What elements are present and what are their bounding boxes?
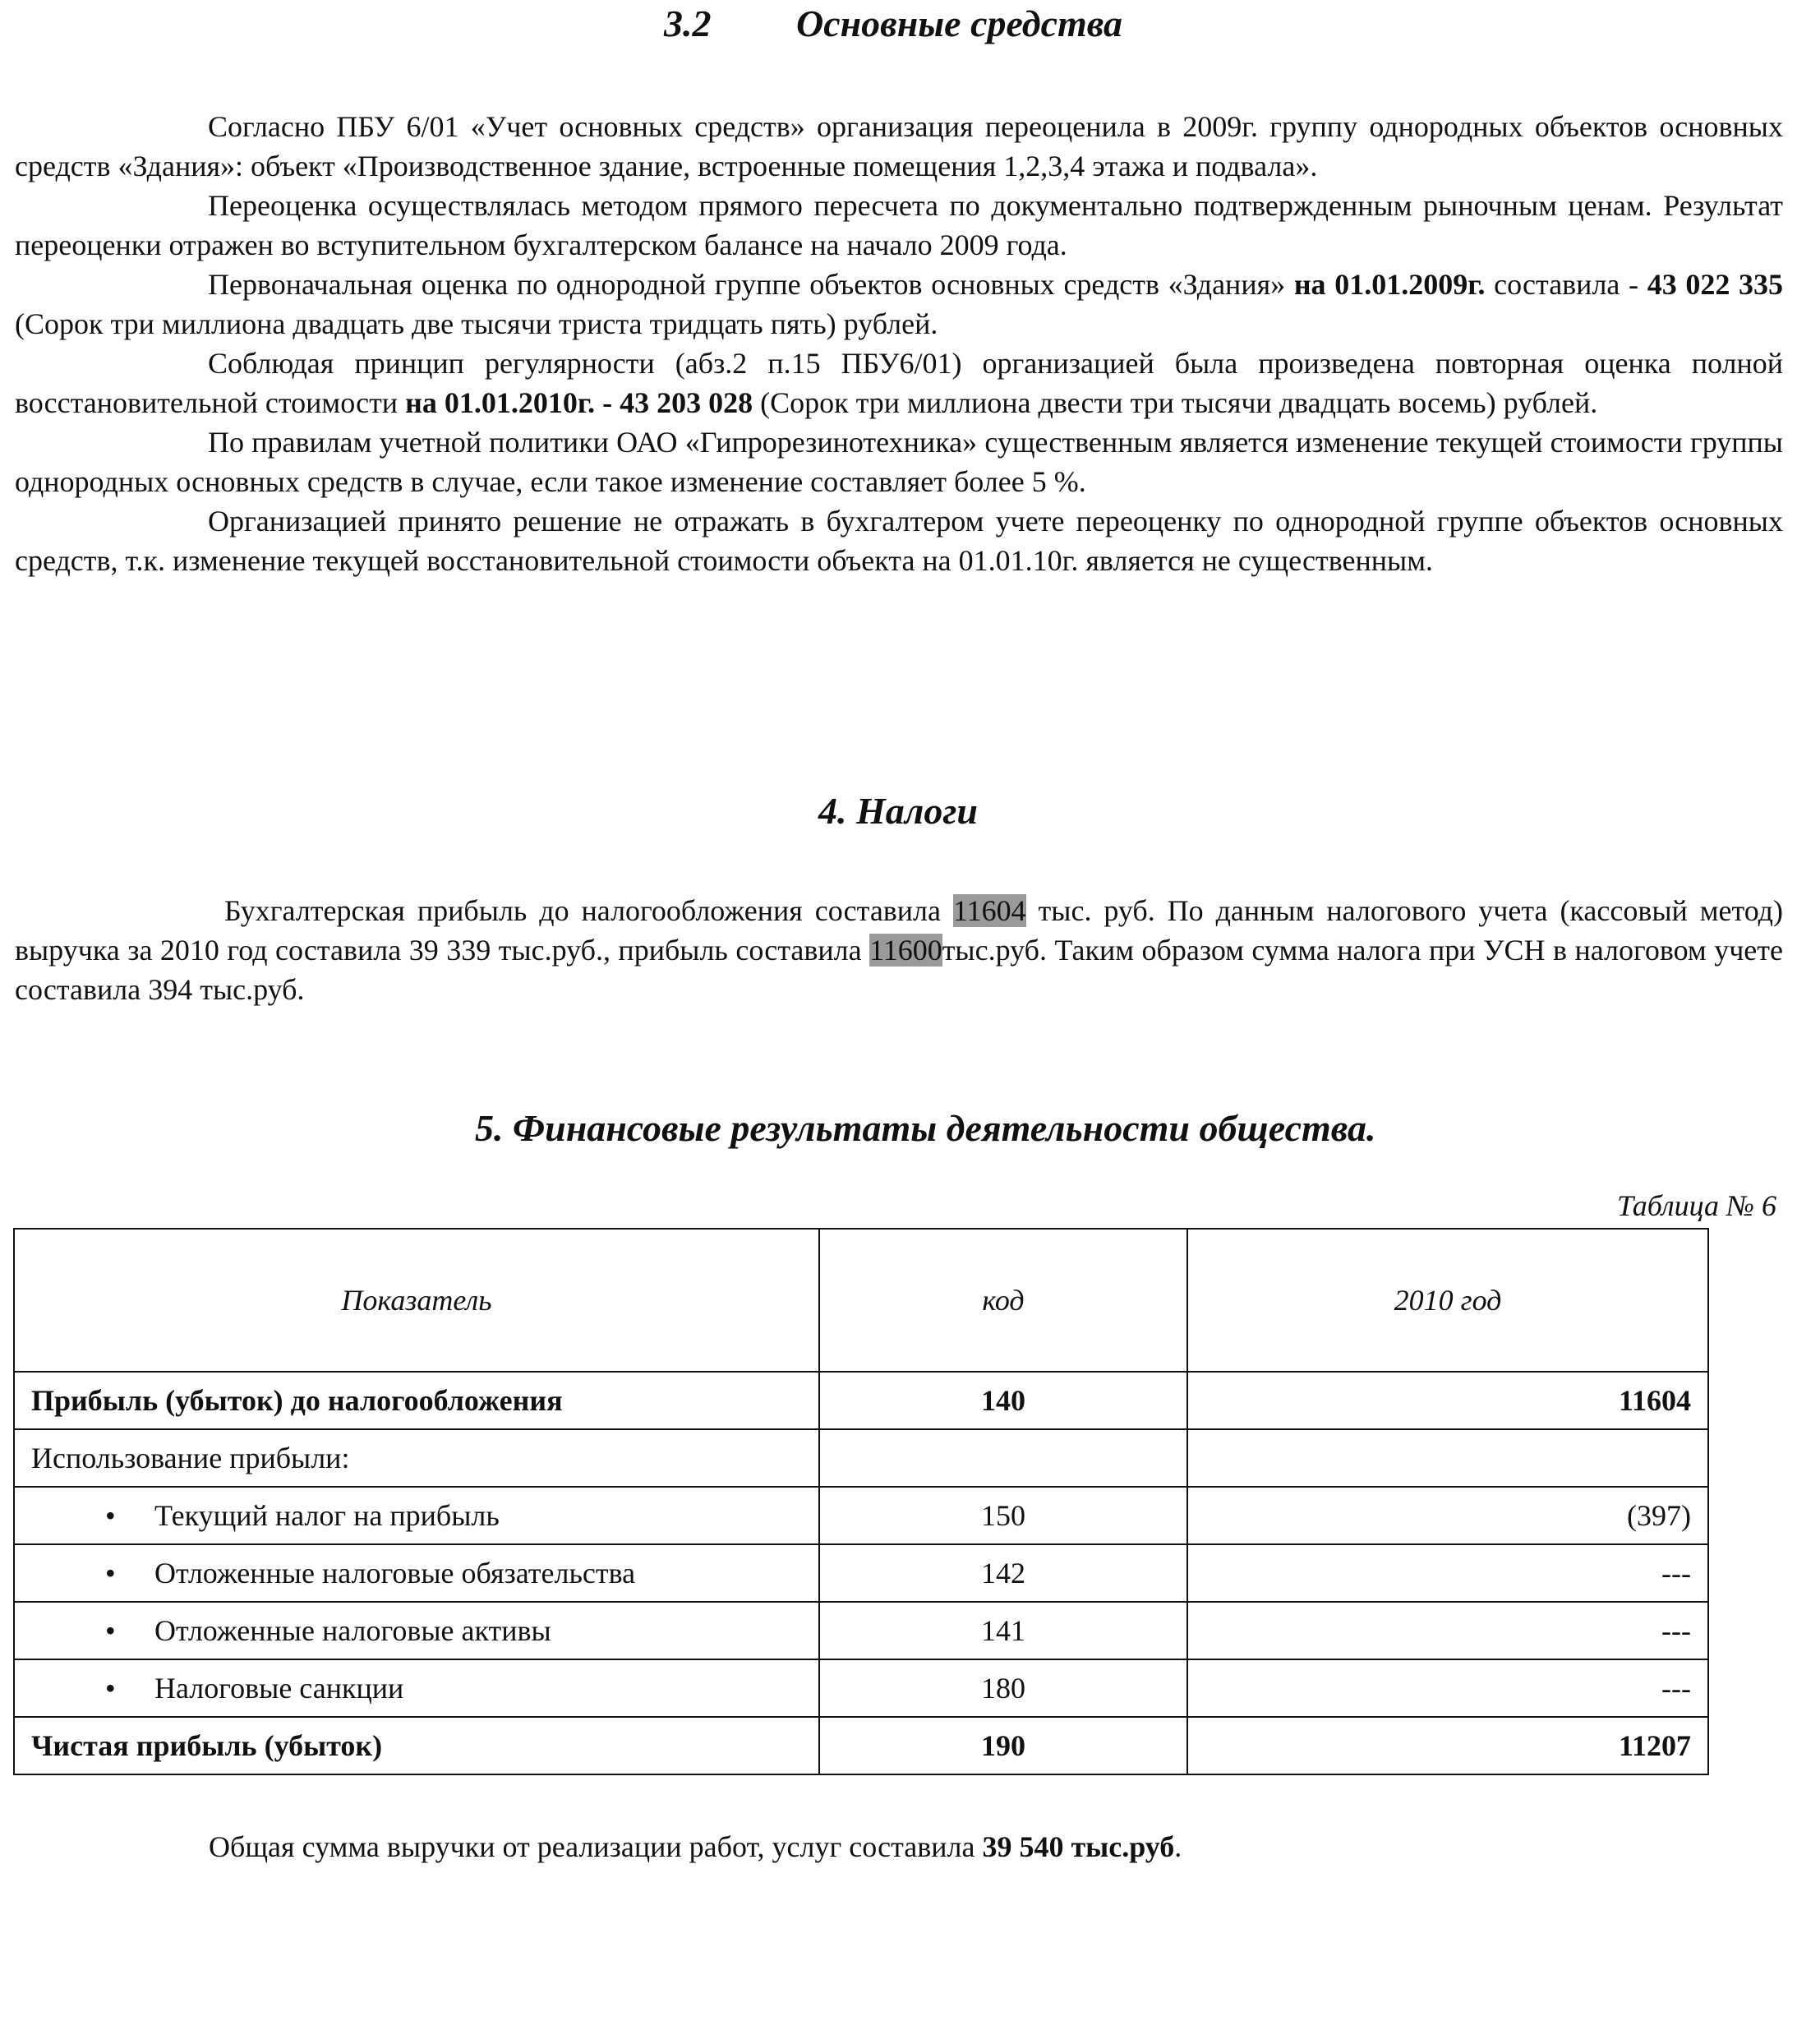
header-code: код <box>819 1229 1187 1372</box>
paragraph-text: Соблюдая принцип регулярности (абз.2 п.15 ПБУ6/01) организацией была произведена повторная оценка полной восстановительной стоимости <box>15 347 1783 419</box>
table-row <box>14 1659 1708 1717</box>
header-indicator: Показатель <box>14 1229 819 1372</box>
row-label: Отложенные налоговые активы <box>154 1614 551 1647</box>
row-value <box>1187 1429 1708 1487</box>
table-row <box>14 1487 1708 1544</box>
paragraph <box>15 422 1783 501</box>
row-value: --- <box>1187 1544 1708 1602</box>
row-label: Текущий налог на прибыль <box>154 1499 500 1532</box>
revenue-summary <box>209 1829 1182 1864</box>
table-row <box>14 1544 1708 1602</box>
section-3-2-body <box>15 107 1783 580</box>
row-label: Прибыль (убыток) до налогообложения <box>14 1372 819 1429</box>
row-label-cell <box>14 1487 819 1544</box>
section-4-body <box>15 891 1783 1009</box>
section-title: Основные средства <box>796 2 1123 44</box>
amount-value: на 01.01.2010г. - 43 203 028 <box>405 386 753 419</box>
paragraph <box>15 107 1783 186</box>
paragraph <box>15 186 1783 265</box>
financial-results-table <box>13 1228 1709 1775</box>
row-code: 180 <box>819 1659 1187 1717</box>
paragraph-text: Согласно ПБУ 6/01 «Учет основных средств» организация переоценила в 2009г. группу однородных объектов основных средств «Здания»: объект «Производственное здание, встроенные помещения 1,2,3,4 этажа и подвала». <box>15 110 1783 182</box>
row-label-cell <box>14 1544 819 1602</box>
section-3-2-heading <box>664 2 1122 45</box>
paragraph-text: тыс.руб. Таким образом сумма налога при УСН в налоговом учете составила 394 тыс.руб. <box>15 934 1783 1006</box>
row-code: 141 <box>819 1602 1187 1659</box>
paragraph-text: Первоначальная оценка по однородной группе объектов основных средств «Здания» <box>208 268 1294 301</box>
highlighted-value: 11604 <box>952 894 1026 927</box>
paragraph-text: Организацией принято решение не отражать в бухгалтером учете переоценку по однородной группе объектов основных средств, т.к. изменение текущей восстановительной стоимости объекта на 01.01.10г. является не существенным. <box>15 505 1783 577</box>
header-year: 2010 год <box>1187 1229 1708 1372</box>
date-value: на 01.01.2009г. <box>1293 268 1486 301</box>
paragraph-text: тыс. руб. По данным налогового учета (кассовый метод) выручка за 2010 год составила 39 339 тыс.руб., прибыль составила <box>15 894 1783 967</box>
section-4-heading: 4. Налоги <box>818 790 978 832</box>
row-value: 11604 <box>1187 1372 1708 1429</box>
row-code: 190 <box>819 1717 1187 1774</box>
revenue-amount: 39 540 тыс.руб <box>982 1830 1175 1863</box>
paragraph-text: (Сорок три миллиона двадцать две тысячи триста тридцать пять) рублей. <box>15 307 938 340</box>
paragraph <box>15 344 1783 422</box>
table-row <box>14 1372 1708 1429</box>
summary-text: Общая сумма выручки от реализации работ, услуг составила <box>209 1830 983 1863</box>
paragraph <box>15 265 1783 344</box>
bullet-marker: • <box>105 1557 116 1590</box>
row-value: --- <box>1187 1602 1708 1659</box>
row-code: 150 <box>819 1487 1187 1544</box>
summary-text: . <box>1174 1830 1182 1863</box>
table-row <box>14 1602 1708 1659</box>
row-code <box>819 1429 1187 1487</box>
row-label: Чистая прибыль (убыток) <box>14 1717 819 1774</box>
section-5-heading: 5. Финансовые результаты деятельности общества. <box>475 1107 1376 1149</box>
bullet-marker: • <box>105 1614 116 1647</box>
table-row <box>14 1429 1708 1487</box>
paragraph-text: Переоценка осуществлялась методом прямого пересчета по документально подтвержденным рыночным ценам. Результат переоценки отражен во вступительном бухгалтерском балансе на начало 2009 года. <box>15 189 1783 261</box>
row-label: Отложенные налоговые обязательства <box>154 1557 636 1590</box>
paragraph <box>15 501 1783 580</box>
highlighted-value: 11600 <box>869 934 942 967</box>
paragraph-text: составила - <box>1485 268 1647 301</box>
section-number: 3.2 <box>664 2 712 44</box>
table-row <box>14 1717 1708 1774</box>
table-caption: Таблица № 6 <box>1616 1189 1776 1222</box>
paragraph-text: (Сорок три миллиона двести три тысячи двадцать восемь) рублей. <box>753 386 1598 419</box>
paragraph <box>15 891 1783 1009</box>
amount-value: 43 022 335 <box>1647 268 1784 301</box>
row-label-cell <box>14 1659 819 1717</box>
row-code: 140 <box>819 1372 1187 1429</box>
paragraph-text: Бухгалтерская прибыль до налогообложения составила <box>224 894 953 927</box>
row-value: 11207 <box>1187 1717 1708 1774</box>
row-label: Налоговые санкции <box>154 1672 404 1705</box>
row-value: --- <box>1187 1659 1708 1717</box>
bullet-marker: • <box>105 1499 116 1532</box>
row-label-cell <box>14 1602 819 1659</box>
row-code: 142 <box>819 1544 1187 1602</box>
table-header-row <box>14 1229 1708 1372</box>
row-label: Использование прибыли: <box>14 1429 819 1487</box>
bullet-marker: • <box>105 1672 116 1705</box>
paragraph-text: По правилам учетной политики ОАО «Гипрорезинотехника» существенным является изменение текущей стоимости группы однородных основных средств в случае, если такое изменение составляет более 5 %. <box>15 426 1783 498</box>
row-value: (397) <box>1187 1487 1708 1544</box>
